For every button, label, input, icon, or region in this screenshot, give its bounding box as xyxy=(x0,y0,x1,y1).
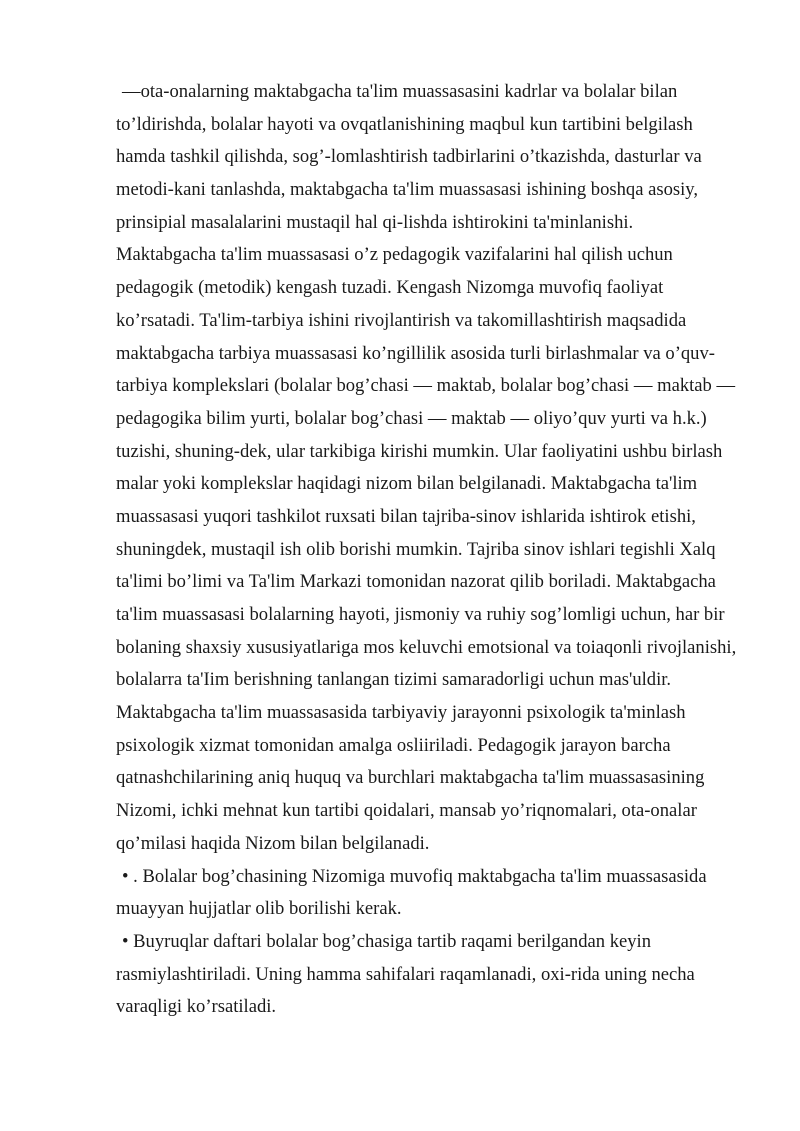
text-line: —ota-onalarning maktabgacha ta'lim muassasasini kadrlar va bolalar bilan xyxy=(122,81,678,102)
text-line: tarbiya komplekslari (bolalar bog’chasi — maktab, bolalar bog’chasi — maktab — xyxy=(116,375,736,397)
text-line: shuningdek, mustaqil ish olib borishi mumkin. Tajriba sinov ishlari tegishli Xalq xyxy=(116,538,716,560)
text-line: muassasasi yuqori tashkilot ruxsati bilan tajriba-sinov ishlarida ishtirok etishi, xyxy=(116,505,696,527)
text-line: qo’milasi haqida Nizom bilan belgilanadi. xyxy=(116,832,430,854)
text-line: to’ldirishda, bolalar hayoti va ovqatlanishining maqbul kun tartibini belgilash xyxy=(116,113,693,135)
bullet-line: • Buyruqlar daftari bolalar bog’chasiga tartib raqami berilgandan keyin xyxy=(122,930,652,952)
text-line: maktabgacha tarbiya muassasasi ko’ngillilik asosida turli birlashmalar va o’quv- xyxy=(116,342,715,364)
text-line: Maktabgacha ta'lim muassasasida tarbiyaviy jarayonni psixologik ta'minlash xyxy=(116,702,686,724)
text-line: varaqligi ko’rsatiladi. xyxy=(116,996,277,1018)
text-line: pedagogika bilim yurti, bolalar bog’chasi — maktab — oliyo’quv yurti va h.k.) xyxy=(116,407,707,429)
text-line: ta'lim muassasasi bolalarning hayoti, jismoniy va ruhiy sog’lomligi uchun, har bir xyxy=(116,604,725,625)
text-line: prinsipial masalalarini mustaqil hal qi-lishda ishtirokini ta'minlanishi. xyxy=(116,211,634,233)
text-line: rasmiylashtiriladi. Uning hamma sahifalari raqamlanadi, oxi-rida uning necha xyxy=(116,963,695,985)
document-body-text xyxy=(116,76,766,1024)
text-line: metodi-kani tanlashda, maktabgacha ta'lim muassasasi ishining boshqa asosiy, xyxy=(116,179,699,201)
text-line: qatnashchilarining aniq huquq va burchlari maktabgacha ta'lim muassasasining xyxy=(116,767,705,789)
text-line: malar yoki komplekslar haqidagi nizom bilan belgilanadi. Maktabgacha ta'lim xyxy=(116,473,698,495)
text-line: Nizomi, ichki mehnat kun tartibi qoidalari, mansab yo’riqnomalari, ota-onalar xyxy=(116,800,697,822)
text-line: tuzishi, shuning-dek, ular tarkibiga kirishi mumkin. Ular faoliyatini ushbu birlash xyxy=(116,440,723,462)
text-line: ko’rsatadi. Ta'lim-tarbiya ishini rivojlantirish va takomillashtirish maqsadida xyxy=(116,309,687,331)
text-line: hamda tashkil qilishda, sog’-lomlashtirish tadbirlarini o’tkazishda, dasturlar va xyxy=(116,146,702,168)
text-line: muayyan hujjatlar olib borilishi kerak. xyxy=(116,898,402,920)
text-line: bolalarra ta'Iim berishning tanlangan tizimi samaradorligi uchun mas'uldir. xyxy=(116,669,672,691)
text-line: bolaning shaxsiy xususiyatlariga mos keluvchi emotsional va toiaqonli rivojlanishi, xyxy=(116,636,737,658)
text-line: ta'limi bo’limi va Ta'lim Markazi tomonidan nazorat qilib boriladi. Maktabgacha xyxy=(116,571,716,593)
text-line: Maktabgacha ta'lim muassasasi o’z pedagogik vazifalarini hal qilish uchun xyxy=(116,244,673,266)
text-line: pedagogik (metodik) kengash tuzadi. Kengash Nizomga muvofiq faoliyat xyxy=(116,277,664,299)
bullet-line: • . Bolalar bog’chasining Nizomiga muvofiq maktabgacha ta'lim muassasasida xyxy=(122,865,707,887)
text-line: psixologik xizmat tomonidan amalga osliiriladi. Pedagogik jarayon barcha xyxy=(116,734,671,756)
